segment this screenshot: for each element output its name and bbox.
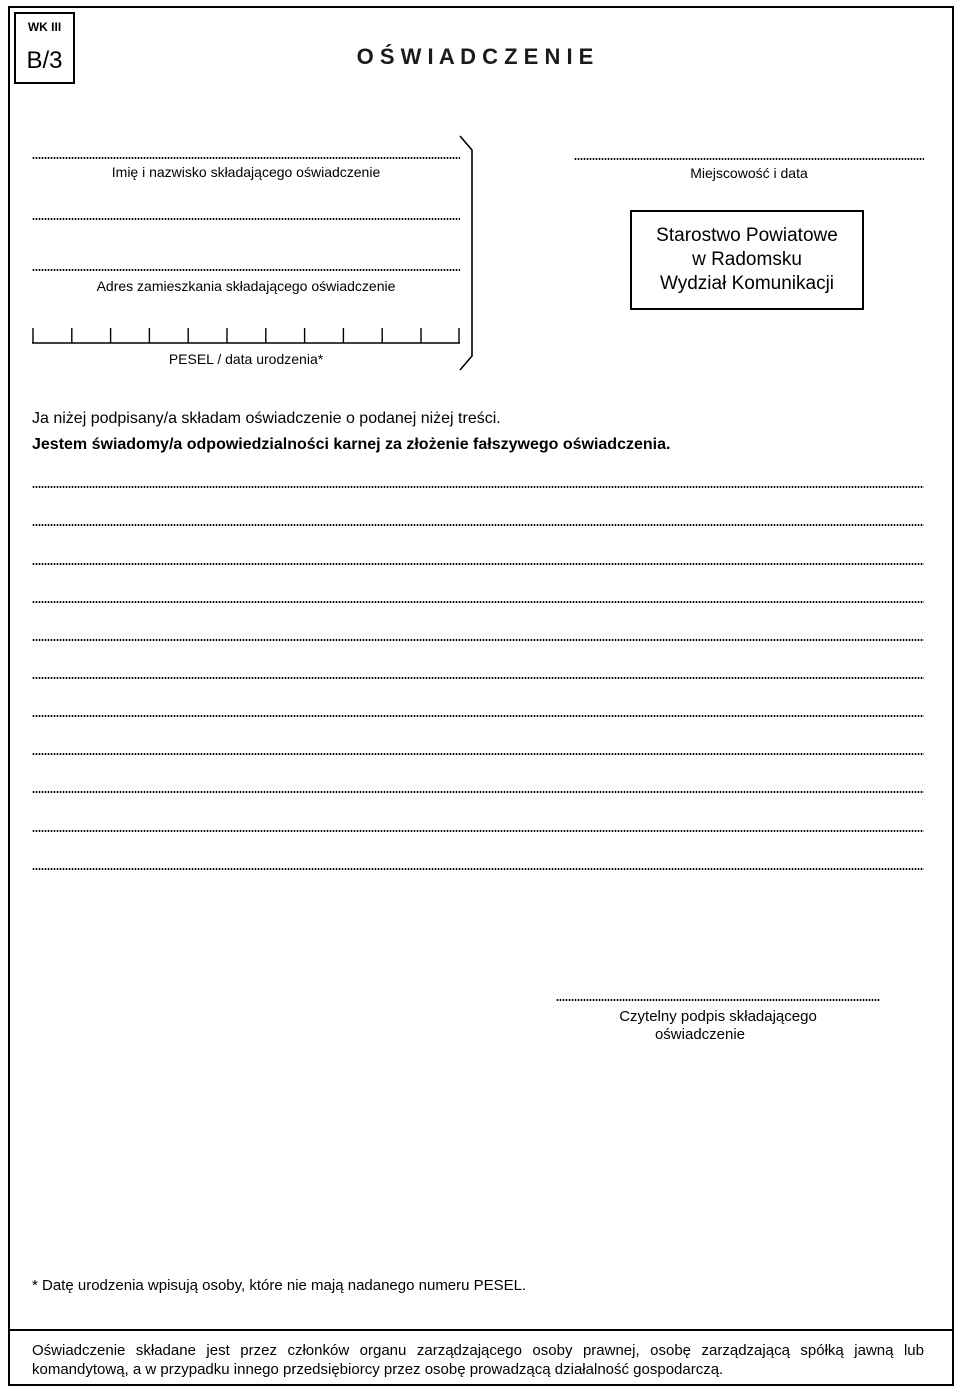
pesel-label: PESEL / data urodzenia*: [168, 351, 324, 367]
name-label: Imię i nazwisko składającego oświadczenie: [111, 164, 381, 180]
footnote: * Datę urodzenia wpisują osoby, które nie mają nadanego numeru PESEL.: [32, 1277, 527, 1294]
office-line-1: Starostwo Powiatowe: [656, 225, 838, 246]
content-line[interactable]: [32, 753, 924, 755]
signature-label-line-2: oświadczenie: [654, 1026, 746, 1043]
place-date-field-line[interactable]: [574, 158, 924, 160]
statement-line-2: Jestem świadomy/a odpowiedzialności karnej za złożenie fałszywego oświadczenia.: [32, 436, 671, 453]
form-code-top: WK III: [27, 20, 62, 34]
content-line[interactable]: [32, 524, 924, 526]
content-line[interactable]: [32, 563, 924, 565]
content-line[interactable]: [32, 486, 924, 488]
office-address-box: [630, 210, 864, 310]
footer-divider: [10, 1329, 952, 1331]
content-line[interactable]: [32, 830, 924, 832]
form-code-box: [14, 12, 75, 84]
pesel-input-boxes[interactable]: [32, 326, 460, 344]
content-line[interactable]: [32, 791, 924, 793]
address-field-line-1[interactable]: [32, 218, 460, 220]
name-field-line[interactable]: [32, 157, 460, 159]
statement-line-1: Ja niżej podpisany/a składam oświadczenie o podanej niżej treści.: [32, 410, 501, 427]
form-code-bottom: B/3: [26, 47, 63, 74]
address-field-line-2[interactable]: [32, 269, 460, 271]
content-line[interactable]: [32, 601, 924, 603]
signature-label-line-1: Czytelny podpis składającego: [619, 1008, 817, 1025]
content-line[interactable]: [32, 868, 924, 870]
content-line[interactable]: [32, 639, 924, 641]
footer-note: Oświadczenie składane jest przez członków organu zarządzającego osoby prawnej, osobę zarządzającą spółką jawną lub komandytową, a w przypadku innego przedsiębiorcy przez osobę prowadzącą działalność gospodarczą.: [32, 1342, 924, 1378]
office-line-2: w Radomsku: [692, 249, 802, 270]
content-line[interactable]: [32, 715, 924, 717]
address-label: Adres zamieszkania składającego oświadczenie: [96, 278, 396, 294]
form-title: O Ś W I A D C Z E N I E: [356, 44, 594, 69]
content-line[interactable]: [32, 677, 924, 679]
place-date-label: Miejscowość i data: [690, 165, 808, 181]
signature-field-line[interactable]: [556, 999, 880, 1001]
office-line-3: Wydział Komunikacji: [659, 273, 835, 294]
bracket-decoration: [458, 134, 478, 374]
